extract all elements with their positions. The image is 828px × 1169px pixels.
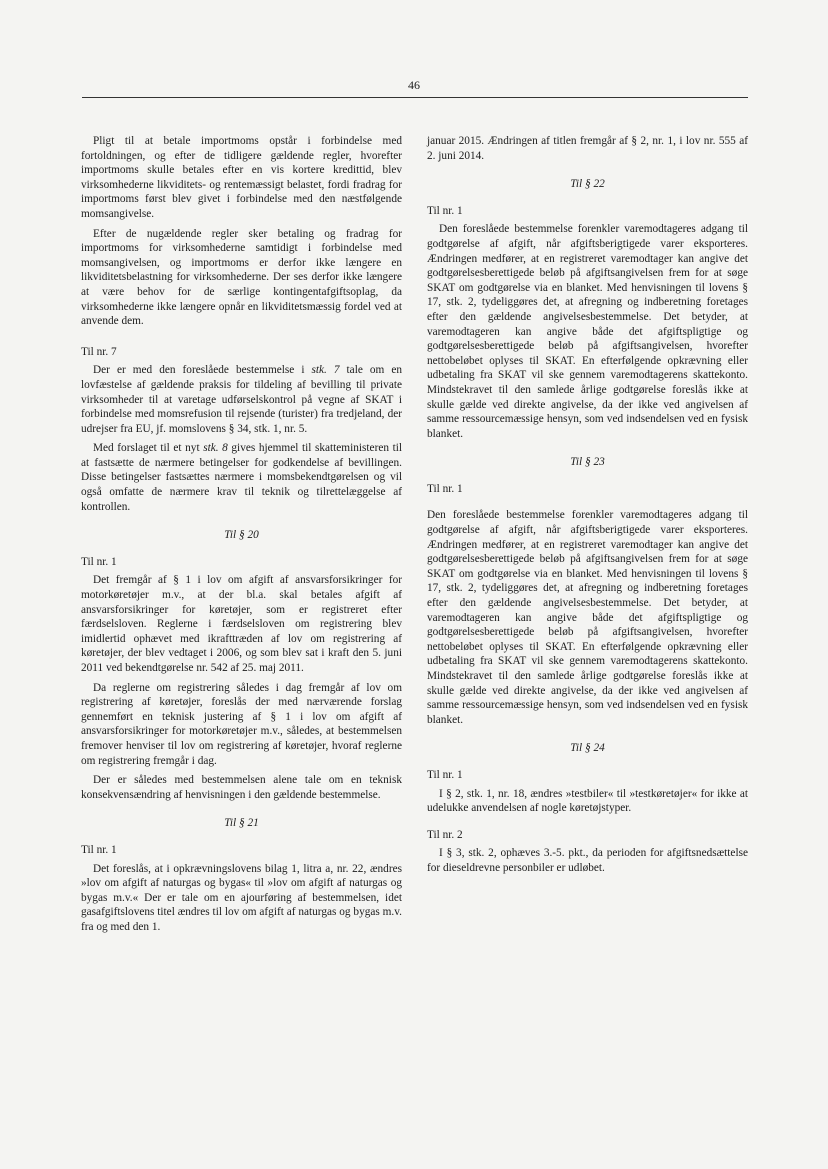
paragraph: Med forslaget til et nyt stk. 8 gives hjemmel til skatteministeren til at fastsætte de nærmere betingelser for godkendelse af bevillingen. Disse betingelser fastsættes nærmere i momsbekendtgørelsen og vil også omfatte de nærmere krav til teknik og tilrettelæggelse af kontrollen. <box>81 442 402 513</box>
item-label: Til nr. 2 <box>427 828 463 841</box>
item-label: Til nr. 1 <box>81 843 117 856</box>
page-number: 46 <box>408 78 420 92</box>
paragraph: Den foreslåede bestemmelse forenkler varemodtageres adgang til godtgørelse af afgift, når afgiftsberigtigede varer eksporteres. Ændringen medfører, at en registreret varemodtager kan angive det godtgørelsesberettigede beløb på afgiftsangivelsen frem for at søge SKAT om godtgørelse via en blanket. Med henvisningen til lovens § 17, stk. 2, tydeliggøres det, at afregning og indberetning foretages efter den gældende angivelsesbestemmelse. Det betyder, at varemodtageren kan angive både det afgiftspligtige og godtgørelsesberettigede beløb på afgiftsangivelsen, hvorefter nettobeløbet oplyses til SKAT. En efterfølgende opkrævning eller udbetaling fra SKAT vil ske gennem varemodtagerens skattekonto. Mindstekravet til den samlede årlige godtgørelse foreslås ikke at skulle gælde ved direkte angivelse, da der ikke ved angivelsen af samme ressourcemæssige hensyn, som ved indsendelsen ved en fysisk blanket. <box>427 223 748 440</box>
right-column <box>427 134 748 881</box>
section-heading: Til § 22 <box>570 178 605 191</box>
paragraph: Der er med den foreslåede bestemmelse i stk. 7 tale om en lovfæstelse af gældende praksis for tildeling af bevilling til private virksomheder til at varetage udførselskontrol på vegne af SKAT i forbindelse med momsrefusion til rejsende (turister) fra tredjeland, der udrejser fra EU, jf. momslovens § 34, stk. 1, nr. 5. <box>81 364 402 435</box>
item-label: Til nr. 1 <box>427 482 463 495</box>
header-rule <box>82 97 748 98</box>
left-column <box>81 134 402 940</box>
section-heading: Til § 21 <box>224 817 259 830</box>
paragraph: januar 2015. Ændringen af titlen fremgår af § 2, nr. 1, i lov nr. 555 af 2. juni 2014. <box>427 135 748 162</box>
paragraph: Det fremgår af § 1 i lov om afgift af ansvarsforsikringer for motorkøretøjer m.v., at der bl.a. skal betales afgift af ansvarsforsikringer for køretøjer, som er registreret efter færdselsloven. Reglerne i færdselsloven om registrering blev imidlertid ophævet med ikrafttræden af lov om registrering af køretøjer, der blev vedtaget i 2006, og som blev sat i kraft den 5. juni 2011 ved bekendtgørelse nr. 542 af 25. maj 2011. <box>81 574 402 674</box>
section-heading: Til § 23 <box>570 456 605 469</box>
paragraph: Det foreslås, at i opkrævningslovens bilag 1, litra a, nr. 22, ændres »lov om afgift af naturgas og bygas« til »lov om afgift af naturgas og bygas m.v.« Der er tale om en ajourføring af bestemmelsen, idet gasafgiftslovens titel ændres til lov om afgift af naturgas og bygas m.v. fra og med den 1. <box>81 862 402 933</box>
item-label: Til nr. 1 <box>427 768 463 781</box>
item-label: Til nr. 1 <box>81 555 117 568</box>
item-label: Til nr. 1 <box>427 204 463 217</box>
paragraph: I § 2, stk. 1, nr. 18, ændres »testbiler« til »testkøretøjer« for ikke at udelukke anvendelsen af nogle køretøjstyper. <box>427 787 748 815</box>
emphasis: stk. 7 <box>311 364 340 377</box>
section-heading: Til § 20 <box>224 529 259 542</box>
paragraph: Da reglerne om registrering således i dag fremgår af lov om registrering af køretøjer, foreslås der med nærværende forslag gennemført en teknisk justering af § 1 i lov om afgift af ansvarsforsikringer for motorkøretøjer m.v., således, at bestemmelsen fremover henviser til lov om registrering af køretøjer, hvoraf reglerne om registrering fremgår i dag. <box>81 681 402 767</box>
item-label: Til nr. 7 <box>81 345 117 358</box>
paragraph: Der er således med bestemmelsen alene tale om en teknisk konsekvensændring af henvisningen i den gældende bestemmelse. <box>81 774 402 801</box>
paragraph: Efter de nugældende regler sker betaling og fradrag for importmoms for virksomhederne samtidigt i forbindelse med momsangivelsen, og importmoms er derfor ikke længere en likviditetsbelastning for virksomhederne. Der ses derfor ikke længere at være behov for de særlige kontingentafgiftsoplag, da virksomhederne ikke længere opnår en likviditetsmæssig fordel ved at anvende dem. <box>81 227 402 328</box>
emphasis: stk. 8 <box>203 442 228 455</box>
paragraph: Den foreslåede bestemmelse forenkler varemodtageres adgang til godtgørelse af afgift, når afgiftsberigtigede varer eksporteres. Ændringen medfører, at en registreret varemodtager kan angive det godtgørelsesberettigede beløb på afgiftsangivelsen frem for at søge SKAT om godtgørelse via en blanket. Med henvisningen til lovens § 17, stk. 2, tydeliggøres det, at afregning og indberetning foretages efter den gældende angivelsesbestemmelse. Det betyder, at varemodtageren kan angive både det afgiftspligtige og godtgørelsesberettigede beløb på afgiftsangivelsen, hvorefter nettobeløbet oplyses til SKAT. En efterfølgende opkrævning eller udbetaling fra SKAT vil ske gennem varemodtagerens skattekonto. Mindstekravet til den samlede årlige godtgørelse foreslås ikke at skulle gælde ved direkte angivelse, da der ikke ved angivelsen af samme ressourcemæssige hensyn, som ved indsendelsen ved en fysisk blanket. <box>427 509 748 726</box>
section-heading: Til § 24 <box>570 742 605 755</box>
paragraph: I § 3, stk. 2, ophæves 3.-5. pkt., da perioden for afgiftsnedsættelse for dieseldrevne personbiler er udløbet. <box>427 847 748 874</box>
paragraph: Pligt til at betale importmoms opstår i forbindelse med fortoldningen, og efter de tidligere gældende regler, hvorefter importmoms skulle betales efter en vis kortere kredittid, blev virksomhederne likviditets- og rentemæssigt belastet, fordi fradrag for importmoms først blev givet i forbindelse med den næstfølgende momsangivelse. <box>81 135 402 220</box>
